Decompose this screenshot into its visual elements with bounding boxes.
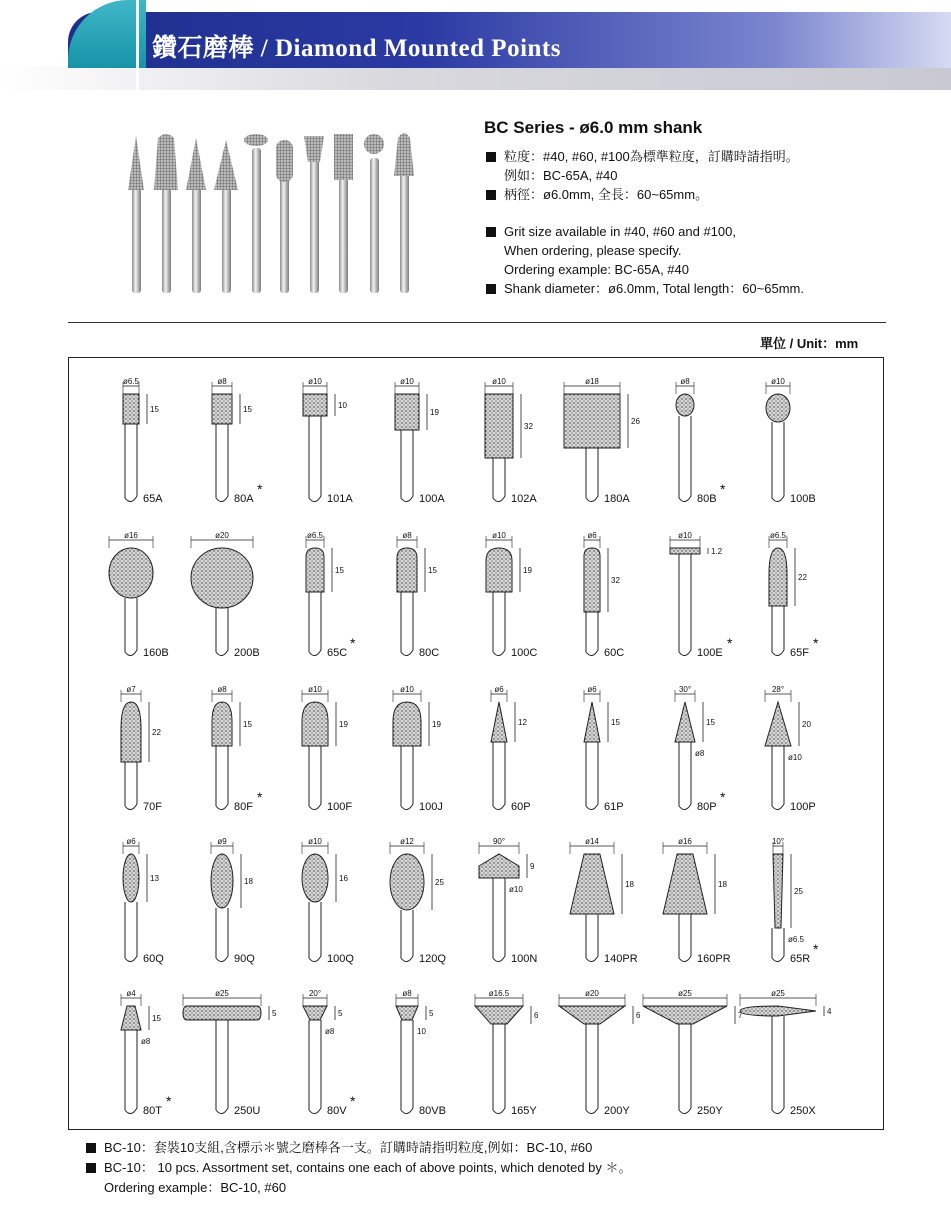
point-drawing-165Y (475, 989, 539, 1117)
abrasive-head (676, 394, 694, 416)
point-code-label: 100E (697, 647, 723, 659)
dimension-label: ø10 (771, 377, 785, 386)
dimension-label: ø4 (126, 989, 136, 998)
abrasive-head (486, 548, 512, 592)
point-drawing-60C (584, 531, 624, 659)
abrasive-head (302, 854, 328, 902)
abrasive-head (191, 548, 253, 608)
shank (216, 1020, 228, 1114)
shank (401, 746, 413, 810)
product-photo (110, 118, 440, 308)
point-drawing-100J (393, 685, 443, 813)
en-grit-line: Grit size available in #40, #60 and #100, (484, 222, 924, 241)
footer-notes (84, 1138, 632, 1198)
shank (679, 742, 691, 810)
height-label: 19 (523, 566, 532, 575)
abrasive-head (663, 854, 707, 914)
point-drawing-65C (306, 531, 356, 659)
height-label: 15 (243, 720, 252, 729)
height-label: 32 (611, 576, 620, 585)
shank (586, 448, 598, 502)
abrasive-head (475, 1006, 523, 1024)
point-code-label: 250X (790, 1105, 816, 1117)
abrasive-head (212, 394, 232, 424)
point-code-label: 101A (327, 493, 353, 505)
dimension-label: ø8 (402, 989, 412, 998)
point-drawing-100N (479, 837, 537, 965)
unit-label: 單位 / Unit：mm (760, 336, 859, 351)
shank (125, 598, 137, 656)
abrasive-head (306, 548, 324, 592)
point-code-label: 60Q (143, 953, 164, 965)
drawings-svg (69, 358, 883, 1129)
dimension-label: ø20 (585, 989, 599, 998)
shank (216, 746, 228, 810)
point-drawing-61P (584, 685, 624, 813)
abrasive-head (564, 394, 620, 448)
set-star-mark: * (350, 1093, 356, 1109)
point-code-label: 65A (143, 493, 163, 505)
point-drawing-80VB (396, 989, 446, 1117)
point-code-label: 180A (604, 493, 630, 505)
abrasive-head (121, 1006, 141, 1030)
shank (586, 612, 598, 656)
height-label: 15 (152, 1014, 161, 1023)
height-label: 18 (718, 880, 727, 889)
dimension-label: ø6.5 (306, 531, 324, 540)
point-drawing-100F (302, 685, 352, 813)
point-code-label: 100J (419, 801, 443, 813)
point-drawing-100Q (302, 837, 354, 965)
abrasive-head (212, 702, 232, 746)
height-label: 10 (338, 401, 347, 410)
en-shank-line: Shank diameter：ø6.0mm, Total length：60~65mm. (484, 279, 924, 298)
point-code-label: 250U (234, 1105, 261, 1117)
point-drawing-102A (485, 377, 537, 505)
divider (68, 322, 886, 323)
dimension-label: ø8 (217, 377, 227, 386)
point-drawing-80V (303, 989, 356, 1117)
abrasive-head (765, 702, 791, 746)
dimension-label: ø18 (585, 377, 599, 386)
point-drawing-160PR (663, 837, 731, 965)
point-drawing-250Y (643, 989, 743, 1117)
shank (401, 430, 413, 502)
abrasive-head (584, 702, 600, 742)
point-code-label: 100F (327, 801, 353, 813)
point-drawing-65F (769, 531, 819, 659)
set-star-mark: * (720, 789, 726, 805)
footer-example-line: Ordering example：BC-10, #60 (104, 1180, 287, 1195)
point-code-label: 60C (604, 647, 625, 659)
extra-dim-label: ø10 (509, 885, 523, 894)
point-drawing-80T (121, 989, 172, 1117)
abrasive-head (121, 702, 141, 762)
shank (493, 878, 505, 962)
abrasive-head (183, 1006, 261, 1020)
abrasive-head (397, 548, 417, 592)
point-drawing-80A (212, 377, 263, 505)
point-drawing-60P (491, 685, 531, 813)
point-code-label: 65R (790, 953, 811, 965)
height-label: 16 (339, 874, 348, 883)
point-code-label: 70F (143, 801, 162, 813)
shank (586, 914, 598, 962)
dimension-label: ø16.5 (488, 989, 510, 998)
abrasive-head (396, 1006, 418, 1020)
shank (125, 762, 137, 810)
shank (772, 1016, 784, 1114)
point-drawing-180A (564, 377, 640, 505)
shank (493, 458, 505, 502)
abrasive-head (479, 854, 519, 878)
point-drawing-160B (109, 531, 169, 659)
extra-dim-label: 10 (417, 1027, 426, 1036)
zh-example-line: 例如：BC-65A, #40 (504, 168, 618, 183)
shank (493, 1024, 505, 1114)
dimension-label: ø25 (771, 989, 785, 998)
point-code-label: 80A (234, 493, 254, 505)
dimension-label: 90° (492, 837, 506, 846)
abrasive-head (211, 854, 233, 908)
shank (309, 902, 321, 962)
dimension-label: ø16 (124, 531, 138, 540)
point-drawing-80C (397, 531, 439, 659)
height-label: 6 (534, 1011, 539, 1020)
abrasive-head (491, 702, 507, 742)
shank (772, 606, 784, 656)
point-drawing-65R (772, 837, 819, 965)
dimension-label: ø6 (494, 685, 504, 694)
point-code-label: 80V (327, 1105, 347, 1117)
height-label: 5 (272, 1009, 277, 1018)
shank (772, 746, 784, 810)
dimension-label: ø10 (678, 531, 692, 540)
point-drawing-100E (670, 531, 733, 659)
point-drawing-65A (123, 377, 163, 505)
set-star-mark: * (257, 789, 263, 805)
dimension-label: 30° (678, 685, 692, 694)
point-code-label: 100B (790, 493, 816, 505)
set-star-mark: * (813, 635, 819, 651)
dimension-label: ø9 (217, 837, 227, 846)
dimension-label: ø6 (126, 837, 136, 846)
point-drawing-80F (212, 685, 263, 813)
height-label: 18 (625, 880, 634, 889)
point-drawing-101A (303, 377, 353, 505)
point-code-label: 80T (143, 1105, 162, 1117)
point-drawing-100C (486, 531, 537, 659)
point-code-label: 250Y (697, 1105, 723, 1117)
height-label: 12 (518, 718, 527, 727)
height-label: 5 (429, 1009, 434, 1018)
point-drawing-200Y (559, 989, 641, 1117)
height-label: 15 (428, 566, 437, 575)
dimension-label: 28° (771, 685, 785, 694)
abrasive-head (123, 854, 139, 902)
abrasive-head (302, 702, 328, 746)
point-code-label: 100A (419, 493, 445, 505)
dimension-label: ø6.5 (769, 531, 787, 540)
height-label: 18 (244, 877, 253, 886)
point-drawing-250X (740, 989, 832, 1117)
shank (586, 1024, 598, 1114)
point-drawing-90Q (211, 837, 255, 965)
shank (401, 1020, 413, 1114)
abrasive-head (584, 548, 600, 612)
dimension-label: ø14 (585, 837, 599, 846)
shank (679, 914, 691, 962)
point-code-label: 120Q (419, 953, 446, 965)
point-drawing-200B (191, 531, 260, 659)
shank (125, 1030, 137, 1114)
header-teal-tab (68, 0, 146, 68)
shank (125, 424, 137, 502)
footer-en-line: BC-10： 10 pcs. Assortment set, contains one each of above points, which denoted by ＊。 (84, 1158, 632, 1178)
height-label: 15 (706, 718, 715, 727)
abrasive-head (766, 394, 790, 422)
shank (309, 746, 321, 810)
height-label: 7 (738, 1011, 743, 1020)
point-code-label: 60P (511, 801, 531, 813)
dimension-label: ø6.5 (122, 377, 140, 386)
set-star-mark: * (720, 481, 726, 497)
set-star-mark: * (350, 635, 356, 651)
height-label: 25 (794, 887, 803, 896)
height-label: 15 (150, 405, 159, 414)
height-label: 13 (150, 874, 159, 883)
dimension-label: ø7 (126, 685, 136, 694)
dimension-label: ø8 (680, 377, 690, 386)
point-code-label: 90Q (234, 953, 255, 965)
height-label: 32 (524, 422, 533, 431)
point-drawing-100B (766, 377, 816, 505)
height-label: 5 (338, 1009, 343, 1018)
dimension-label: ø25 (215, 989, 229, 998)
dimension-label: ø6 (587, 531, 597, 540)
zh-grit-line: 粒度：#40, #60, #100為標準粒度，訂購時請指明。 (484, 147, 924, 166)
point-drawing-120Q (390, 837, 446, 965)
height-label: 20 (802, 720, 811, 729)
dimension-label: ø6 (587, 685, 597, 694)
dimension-label: ø25 (678, 989, 692, 998)
zh-shank-line: 柄徑：ø6.0mm, 全長：60~65mm。 (484, 185, 924, 204)
point-code-label: 100N (511, 953, 538, 965)
point-code-label: 100P (790, 801, 816, 813)
abrasive-head (393, 702, 421, 746)
height-label: 19 (339, 720, 348, 729)
shank (679, 416, 691, 502)
shank (401, 592, 413, 656)
point-drawing-60Q (123, 837, 164, 965)
abrasive-head (675, 702, 695, 742)
shank (216, 608, 228, 656)
point-code-label: 102A (511, 493, 537, 505)
abrasive-head (395, 394, 419, 430)
en-example-line: Ordering example: BC-65A, #40 (504, 262, 689, 277)
point-code-label: 65C (327, 647, 348, 659)
point-code-label: 200Y (604, 1105, 630, 1117)
photo-points (128, 133, 414, 293)
point-code-label: 100C (511, 647, 538, 659)
shank (309, 1020, 321, 1114)
height-label: 15 (335, 566, 344, 575)
shank (772, 928, 784, 962)
point-code-label: 165Y (511, 1105, 537, 1117)
info-panel (484, 118, 924, 298)
dimension-label: 10° (771, 837, 785, 846)
abrasive-head (773, 854, 783, 928)
series-title: BC Series - ø6.0 mm shank (484, 118, 703, 137)
abrasive-head (390, 854, 424, 910)
height-label: 19 (430, 408, 439, 417)
dimension-label: ø10 (400, 377, 414, 386)
header-separator (136, 0, 139, 92)
dimension-label: ø10 (492, 531, 506, 540)
dimension-label: ø12 (400, 837, 414, 846)
abrasive-head (485, 394, 513, 458)
drawings-panel (68, 357, 884, 1130)
height-label: 15 (611, 718, 620, 727)
height-label: 25 (435, 878, 444, 887)
point-drawing-100P (765, 685, 816, 813)
height-label: 19 (432, 720, 441, 729)
abrasive-head (109, 548, 153, 598)
point-code-label: 140PR (604, 953, 638, 965)
height-label: 22 (798, 573, 807, 582)
point-code-label: 65F (790, 647, 809, 659)
abrasive-head (123, 394, 139, 424)
abrasive-head (303, 1006, 327, 1020)
point-drawing-80P (675, 685, 726, 813)
shank (679, 554, 691, 656)
dimension-label: ø16 (678, 837, 692, 846)
set-star-mark: * (166, 1093, 172, 1109)
dimension-label: ø10 (308, 837, 322, 846)
point-code-label: 80F (234, 801, 253, 813)
dimension-label: ø20 (215, 531, 229, 540)
footer-zh-line: BC-10：套裝10支組,含標示＊號之磨棒各一支。訂購時請指明粒度,例如：BC-10, #60 (84, 1138, 632, 1158)
point-code-label: 80P (697, 801, 717, 813)
abrasive-head (570, 854, 614, 914)
extra-dim-label: ø8 (325, 1027, 335, 1036)
shank (679, 1024, 691, 1114)
height-label: 26 (631, 417, 640, 426)
shank (125, 902, 137, 962)
en-specify-line: When ordering, please specify. (504, 243, 682, 258)
shank (493, 592, 505, 656)
point-code-label: 80B (697, 493, 717, 505)
page-title: 鑽石磨棒 / Diamond Mounted Points (152, 35, 561, 62)
set-star-mark: * (813, 941, 819, 957)
dimension-label: ø10 (308, 377, 322, 386)
point-code-label: 100Q (327, 953, 354, 965)
point-code-label: 80VB (419, 1105, 446, 1117)
dimension-label: ø10 (492, 377, 506, 386)
height-label: 1.2 (711, 547, 723, 556)
header-gray-band (0, 66, 951, 90)
shank (309, 416, 321, 502)
point-code-label: 61P (604, 801, 624, 813)
height-label: 4 (827, 1007, 832, 1016)
abrasive-head (670, 548, 700, 554)
header-banner (0, 0, 951, 92)
extra-dim-label: ø10 (788, 753, 802, 762)
shank (309, 592, 321, 656)
shank (772, 422, 784, 502)
shank (216, 424, 228, 502)
height-label: 9 (530, 862, 535, 871)
abrasive-head (740, 1006, 816, 1016)
point-drawing-140PR (570, 837, 638, 965)
abrasive-head (643, 1006, 727, 1024)
shank (493, 742, 505, 810)
set-star-mark: * (257, 481, 263, 497)
extra-dim-label: ø8 (695, 749, 705, 758)
shank (586, 742, 598, 810)
point-code-label: 200B (234, 647, 260, 659)
point-code-label: 160PR (697, 953, 731, 965)
dimension-label: 20° (308, 989, 322, 998)
extra-dim-label: ø8 (141, 1037, 151, 1046)
dimension-label: ø8 (402, 531, 412, 540)
height-label: 15 (243, 405, 252, 414)
height-label: 22 (152, 728, 161, 737)
point-drawing-70F (121, 685, 162, 813)
point-drawing-250U (183, 989, 277, 1117)
dimension-label: ø8 (217, 685, 227, 694)
set-star-mark: * (727, 635, 733, 651)
shank (216, 908, 228, 962)
point-drawing-80B (676, 377, 726, 505)
extra-dim-label: ø6.5 (788, 935, 805, 944)
abrasive-head (769, 548, 787, 606)
point-code-label: 80C (419, 647, 440, 659)
abrasive-head (303, 394, 327, 416)
dimension-label: ø10 (400, 685, 414, 694)
abrasive-head (559, 1006, 625, 1024)
shank (401, 910, 413, 962)
point-code-label: 160B (143, 647, 169, 659)
dimension-label: ø10 (308, 685, 322, 694)
point-drawing-100A (395, 377, 445, 505)
height-label: 6 (636, 1011, 641, 1020)
